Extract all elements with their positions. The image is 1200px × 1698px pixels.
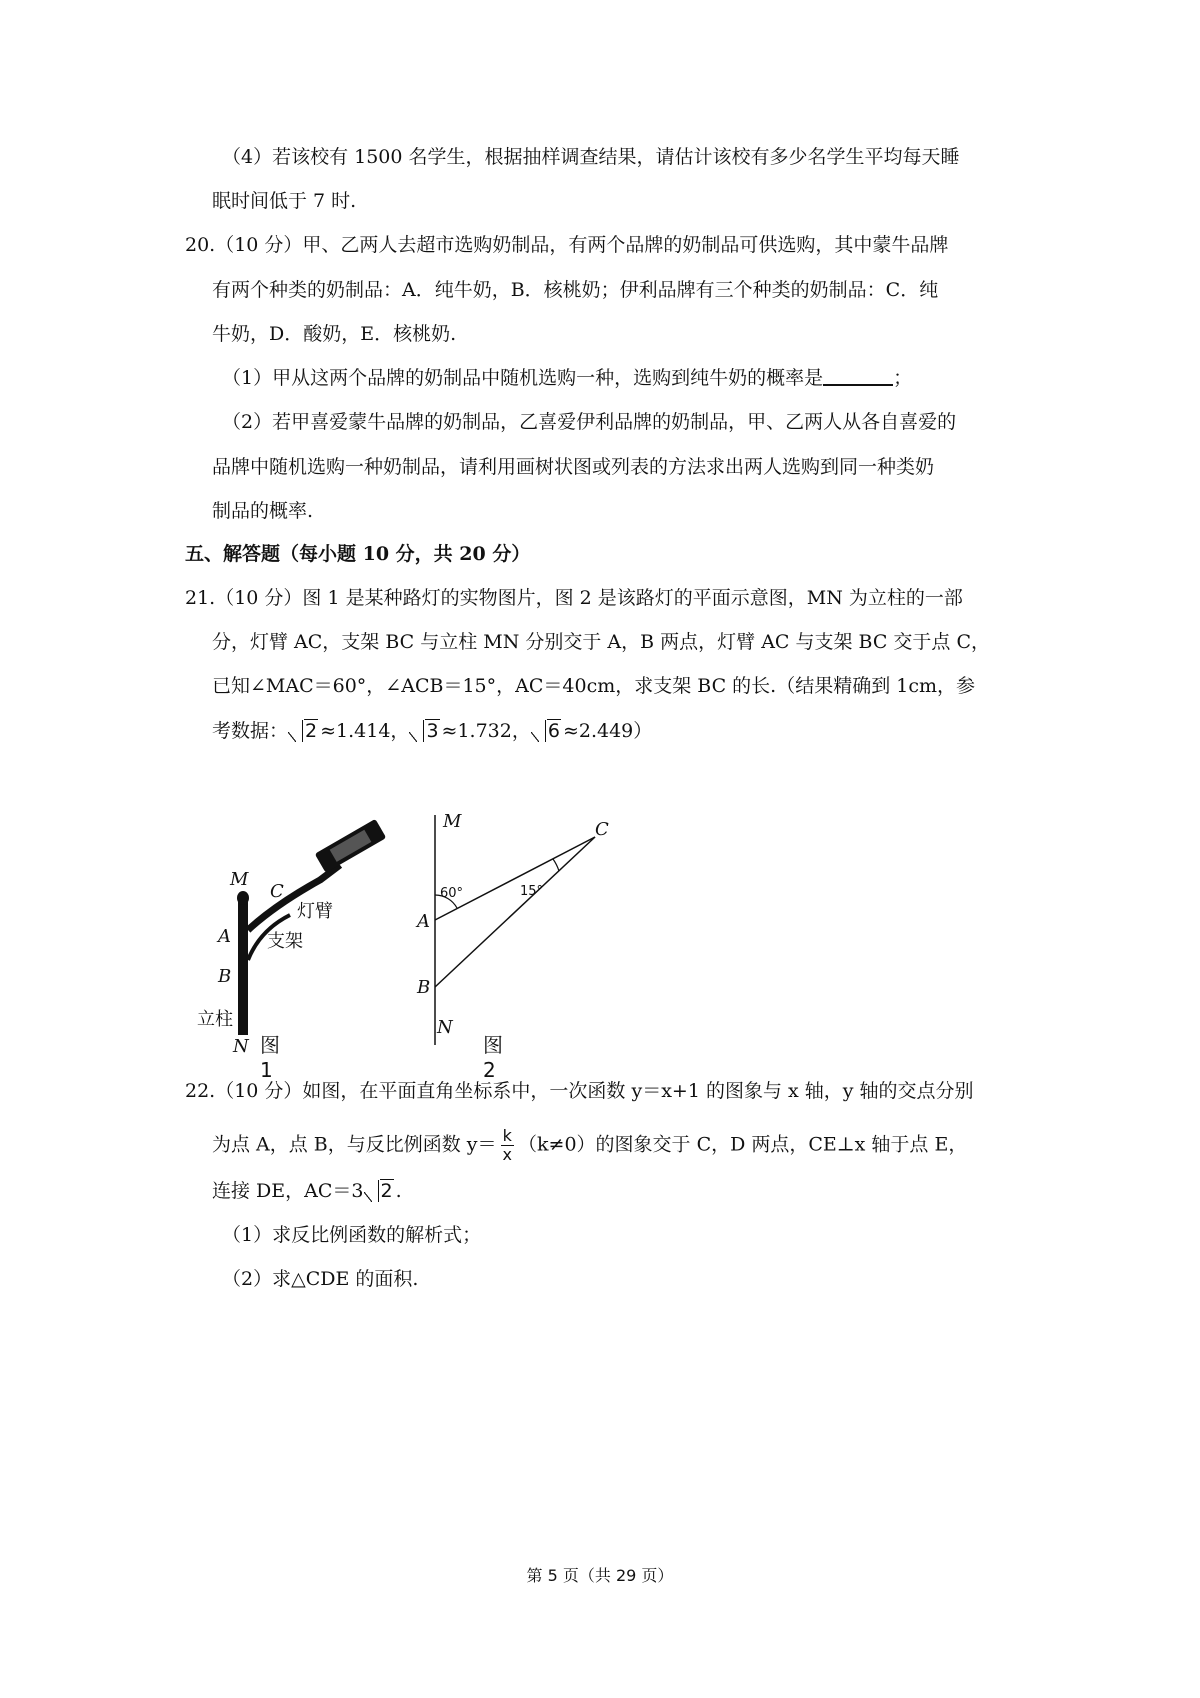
q22-line2 (212, 1127, 967, 1164)
q20-part1 (222, 365, 912, 391)
sqrt-radicand: 3 (426, 720, 439, 742)
sqrt-value: ≈1.414， (320, 720, 410, 742)
q20-part1-end: ； (893, 367, 913, 389)
fig2-label-a: A (417, 911, 430, 932)
q22-part1: （1）求反比例函数的解析式； (222, 1224, 482, 1246)
fig1-label-n: N (233, 1036, 249, 1057)
sqrt-symbol (288, 718, 318, 744)
q20-line1: 20.（10 分）甲、乙两人去超市选购奶制品，有两个品牌的奶制品可供选购，其中蒙牛品牌 (185, 234, 949, 256)
fig2-angle-60: 60° (440, 886, 464, 901)
q20-part1-text: （1）甲从这两个品牌的奶制品中随机选购一种，选购到纯牛奶的概率是 (222, 367, 824, 389)
page-footer: 第 5 页（共 29 页） (526, 1566, 674, 1585)
pole-top (237, 891, 249, 905)
fraction-k-over-x (501, 1127, 514, 1164)
sqrt-radicand: 6 (547, 720, 560, 742)
fig1-label-pole: 立柱 (197, 1009, 233, 1030)
fig2-angle-15: 15° (520, 884, 544, 899)
angle-arc-15 (553, 859, 559, 871)
sqrt-radicand: 2 (380, 1180, 393, 1202)
q22-line3 (212, 1178, 402, 1204)
line-bc (435, 837, 595, 987)
q21-line2: 分，灯臂 AC，支架 BC 与立柱 MN 分别交于 A，B 两点，灯臂 AC 与支架 BC 交于点 C， (212, 631, 990, 653)
q22-line2-start: 为点 A，点 B，与反比例函数 y＝ (212, 1133, 497, 1156)
fig1-label-arm: 灯臂 (297, 901, 333, 922)
fig2-label-b: B (417, 977, 431, 998)
sqrt-value: ≈1.732， (441, 720, 531, 742)
q22-line1: 22.（10 分）如图，在平面直角坐标系中，一次函数 y＝x+1 的图象与 x 轴，y 轴的交点分别 (185, 1080, 974, 1102)
q21-line1: 21.（10 分）图 1 是某种路灯的实物图片，图 2 是该路灯的平面示意图，MN 为立柱的一部 (185, 587, 963, 609)
fig1-label-a: A (218, 926, 231, 947)
q22-line3-end: . (395, 1180, 402, 1202)
q19-part4-line1: （4）若该校有 1500 名学生，根据抽样调查结果，请估计该校有多少名学生平均每天睡 (222, 146, 960, 168)
q20-part2-line2: 品牌中随机选购一种奶制品，请利用画树状图或列表的方法求出两人选购到同一种类奶 (212, 456, 935, 478)
q19-part4-line2: 眠时间低于 7 时. (212, 190, 357, 212)
figure-2-diagram (417, 811, 645, 1055)
q21-reference-label: 考数据： (212, 720, 289, 742)
q22-line2-end: （k≠0）的图象交于 C，D 两点，CE⊥x 轴于点 E， (518, 1133, 968, 1156)
q20-part2-line1: （2）若甲喜爱蒙牛品牌的奶制品，乙喜爱伊利品牌的奶制品，甲、乙两人从各自喜爱的 (222, 411, 957, 433)
section-heading: 五、解答题（每小题 10 分，共 20 分） (185, 543, 531, 565)
figure-2-caption: 图2 (483, 1033, 503, 1082)
sqrt-symbol (409, 718, 439, 744)
q21-line4 (212, 718, 652, 744)
fig1-label-b: B (218, 966, 232, 987)
q20-part2-line3: 制品的概率. (212, 500, 314, 522)
sqrt-symbol (531, 718, 561, 744)
answer-blank (823, 366, 893, 386)
fig1-label-bracket: 支架 (267, 931, 303, 952)
pole-shape (238, 900, 248, 1035)
figure-1-caption: 图1 (260, 1033, 280, 1082)
line-ac (435, 837, 595, 920)
fig1-label-m: M (230, 869, 249, 890)
q22-line3-start: 连接 DE，AC＝3 (212, 1180, 364, 1202)
q20-line2: 有两个种类的奶制品：A．纯牛奶，B．核桃奶；伊利品牌有三个种类的奶制品：C．纯 (212, 279, 939, 301)
fig2-label-c: C (595, 819, 609, 840)
fig1-label-c: C (270, 881, 284, 902)
sqrt-radicand: 2 (305, 720, 318, 742)
fraction-numerator: k (501, 1127, 514, 1146)
q21-line3: 已知∠MAC＝60°，∠ACB＝15°，AC＝40cm，求支架 BC 的长.（结果精确到 1cm，参 (212, 675, 975, 697)
q22-part2: （2）求△CDE 的面积. (222, 1268, 419, 1290)
lamp-head-icon (315, 819, 387, 873)
q20-line3: 牛奶，D．酸奶，E．核桃奶. (212, 323, 457, 345)
fig2-label-m: M (443, 811, 462, 832)
sqrt-value: ≈2.449） (562, 720, 653, 742)
sqrt-symbol (364, 1178, 394, 1204)
fig2-label-n: N (437, 1017, 453, 1038)
fraction-denominator: x (502, 1145, 513, 1164)
